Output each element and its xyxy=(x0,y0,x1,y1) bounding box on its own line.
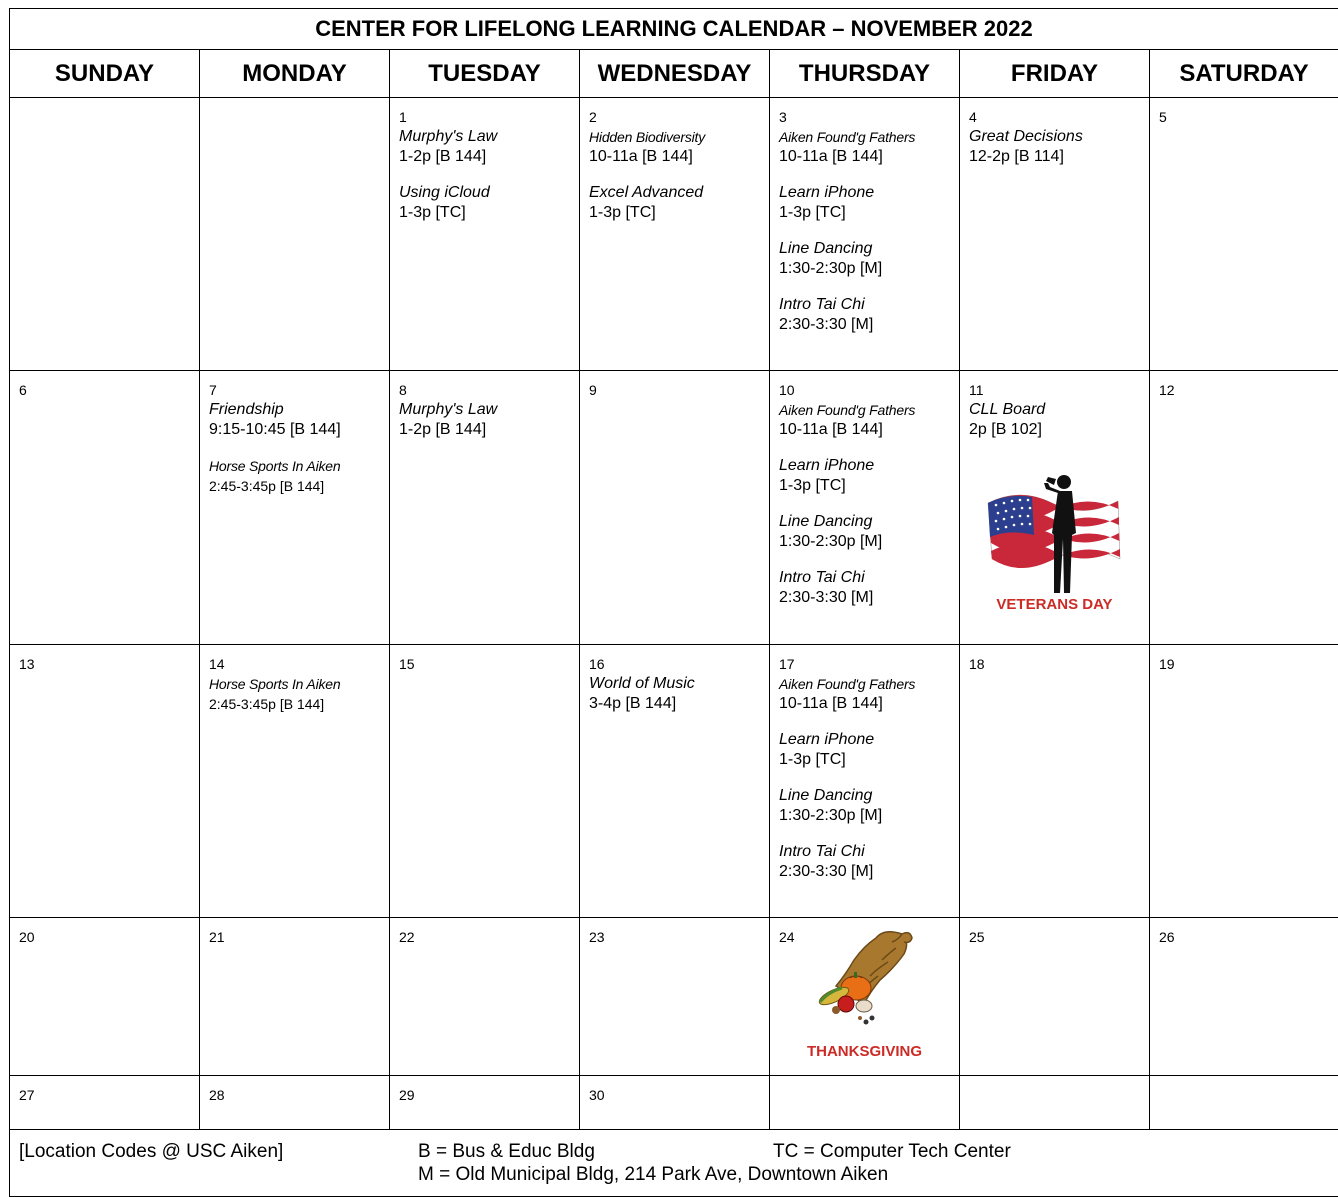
event-name: Using iCloud xyxy=(399,184,490,201)
event-time-location: 10-11a [B 144] xyxy=(589,148,693,165)
day-number: 11 xyxy=(969,382,984,398)
event-time-location: 10-11a [B 144] xyxy=(779,695,883,712)
calendar-event xyxy=(779,512,955,552)
calendar-event xyxy=(779,456,955,496)
day-cell xyxy=(1149,98,1338,371)
day-cell xyxy=(769,918,959,1076)
event-name: Murphy's Law xyxy=(399,128,498,145)
day-cell xyxy=(579,918,769,1076)
day-header-tuesday: TUESDAY xyxy=(389,50,579,98)
event-time-location: 1-3p [TC] xyxy=(779,204,846,221)
calendar-event xyxy=(399,400,575,440)
event-time-location: 1-2p [B 144] xyxy=(399,148,487,165)
event-name: Intro Tai Chi xyxy=(779,296,865,313)
event-name: Friendship xyxy=(209,401,284,418)
event-time-location: 2:30-3:30 [M] xyxy=(779,589,874,606)
event-name: Intro Tai Chi xyxy=(779,569,865,586)
calendar-event xyxy=(209,456,385,496)
event-time-location: 1-3p [TC] xyxy=(779,751,846,768)
day-number: 13 xyxy=(19,656,35,672)
calendar-event xyxy=(209,400,385,440)
day-cell xyxy=(579,98,769,371)
day-number: 22 xyxy=(399,929,415,945)
event-name: Intro Tai Chi xyxy=(779,843,865,860)
calendar-event xyxy=(399,183,575,223)
day-number: 16 xyxy=(589,656,605,672)
location-code-b: B = Bus & Educ Bldg xyxy=(418,1141,595,1162)
calendar-event xyxy=(779,674,955,714)
day-cell xyxy=(389,371,579,645)
event-time-location: 1-2p [B 144] xyxy=(399,421,487,438)
day-cell xyxy=(579,371,769,645)
location-codes-label: [Location Codes @ USC Aiken] xyxy=(19,1141,284,1162)
day-cell xyxy=(389,1076,579,1130)
day-number: 29 xyxy=(399,1087,415,1103)
event-time-location: 10-11a [B 144] xyxy=(779,421,883,438)
day-number: 8 xyxy=(399,382,407,398)
event-name: Aiken Found'g Fathers xyxy=(779,129,916,145)
event-name: Horse Sports In Aiken xyxy=(209,458,341,474)
calendar-event xyxy=(589,127,765,167)
veterans-day-label: VETERANS DAY xyxy=(996,596,1113,613)
day-number: 25 xyxy=(969,929,985,945)
day-cell xyxy=(199,98,389,371)
day-cell xyxy=(579,1076,769,1130)
event-time-location: 2:30-3:30 [M] xyxy=(779,316,874,333)
day-number: 24 xyxy=(779,929,795,945)
calendar-event xyxy=(779,400,955,440)
day-header-friday: FRIDAY xyxy=(959,50,1149,98)
event-time-location: 1:30-2:30p [M] xyxy=(779,533,883,550)
event-time-location: 1-3p [TC] xyxy=(589,204,656,221)
calendar-event xyxy=(779,786,955,826)
day-number: 28 xyxy=(209,1087,225,1103)
day-cell xyxy=(769,1076,959,1130)
day-number: 20 xyxy=(19,929,35,945)
event-name: Hidden Biodiversity xyxy=(589,129,706,145)
event-name: Aiken Found'g Fathers xyxy=(779,676,916,692)
day-cell xyxy=(9,1076,199,1130)
event-name: Learn iPhone xyxy=(779,184,875,201)
day-number: 18 xyxy=(969,656,985,672)
event-name: World of Music xyxy=(589,675,695,692)
event-time-location: 3-4p [B 144] xyxy=(589,695,677,712)
day-header-sunday: SUNDAY xyxy=(9,50,199,98)
event-time-location: 2:45-3:45p [B 144] xyxy=(209,478,325,494)
day-cell xyxy=(9,98,199,371)
calendar-event xyxy=(779,842,955,882)
day-number: 14 xyxy=(209,656,225,672)
calendar-event xyxy=(779,295,955,335)
event-time-location: 9:15-10:45 [B 144] xyxy=(209,421,341,438)
event-time-location: 10-11a [B 144] xyxy=(779,148,883,165)
thanksgiving-label: THANKSGIVING xyxy=(806,1043,922,1060)
day-cell xyxy=(1149,371,1338,645)
location-code-m: M = Old Municipal Bldg, 214 Park Ave, Downtown Aiken xyxy=(418,1164,889,1185)
day-number: 30 xyxy=(589,1087,605,1103)
day-number: 17 xyxy=(779,656,795,672)
day-number: 21 xyxy=(209,929,225,945)
day-cell xyxy=(389,645,579,918)
day-number: 26 xyxy=(1159,929,1175,945)
day-number: 5 xyxy=(1159,109,1167,125)
day-cell xyxy=(1149,1076,1338,1130)
calendar-event xyxy=(779,568,955,608)
calendar-event xyxy=(779,730,955,770)
event-name: Line Dancing xyxy=(779,513,873,530)
day-number: 2 xyxy=(589,109,597,125)
day-header-saturday: SATURDAY xyxy=(1149,50,1338,98)
day-number: 10 xyxy=(779,382,795,398)
event-name: Learn iPhone xyxy=(779,731,875,748)
day-cell xyxy=(959,645,1149,918)
event-time-location: 1-3p [TC] xyxy=(779,477,846,494)
day-number: 15 xyxy=(399,656,415,672)
event-name: Excel Advanced xyxy=(589,184,704,201)
day-cell xyxy=(389,98,579,371)
day-cell xyxy=(769,98,959,371)
day-cell xyxy=(769,645,959,918)
event-time-location: 12-2p [B 114] xyxy=(969,148,1064,165)
event-time-location: 1-3p [TC] xyxy=(399,204,466,221)
calendar-event xyxy=(589,183,765,223)
day-cell xyxy=(9,371,199,645)
day-number: 9 xyxy=(589,382,597,398)
event-name: CLL Board xyxy=(969,401,1046,418)
day-number: 27 xyxy=(19,1087,35,1103)
day-cell xyxy=(959,98,1149,371)
day-header-monday: MONDAY xyxy=(199,50,389,98)
event-time-location: 2p [B 102] xyxy=(969,421,1042,438)
calendar-event xyxy=(779,239,955,279)
event-time-location: 1:30-2:30p [M] xyxy=(779,807,883,824)
day-cell xyxy=(389,918,579,1076)
day-cell xyxy=(1149,918,1338,1076)
day-cell xyxy=(9,645,199,918)
day-number: 6 xyxy=(19,382,27,398)
saluting-soldier-flag-icon xyxy=(986,473,1122,593)
day-number: 7 xyxy=(209,382,217,398)
day-cell xyxy=(769,371,959,645)
event-name: Line Dancing xyxy=(779,787,873,804)
cornucopia-icon xyxy=(806,926,916,1036)
location-code-tc: TC = Computer Tech Center xyxy=(773,1141,1011,1162)
day-cell xyxy=(199,918,389,1076)
day-number: 1 xyxy=(399,109,407,125)
day-number: 12 xyxy=(1159,382,1175,398)
event-name: Learn iPhone xyxy=(779,457,875,474)
day-cell xyxy=(199,1076,389,1130)
location-codes-footer xyxy=(9,1130,1338,1197)
event-name: Great Decisions xyxy=(969,128,1083,145)
day-cell xyxy=(199,371,389,645)
event-name: Murphy's Law xyxy=(399,401,498,418)
day-header-wednesday: WEDNESDAY xyxy=(579,50,769,98)
calendar-event xyxy=(969,400,1145,440)
calendar-title: CENTER FOR LIFELONG LEARNING CALENDAR – NOVEMBER 2022 xyxy=(9,8,1338,50)
day-number: 3 xyxy=(779,109,787,125)
event-time-location: 2:45-3:45p [B 144] xyxy=(209,696,325,712)
day-number: 23 xyxy=(589,929,605,945)
calendar-event xyxy=(399,127,575,167)
calendar-event xyxy=(779,127,955,167)
event-name: Horse Sports In Aiken xyxy=(209,676,341,692)
day-cell xyxy=(1149,645,1338,918)
event-time-location: 2:30-3:30 [M] xyxy=(779,863,874,880)
day-cell xyxy=(959,1076,1149,1130)
day-cell xyxy=(9,918,199,1076)
calendar-event xyxy=(589,674,765,714)
event-name: Line Dancing xyxy=(779,240,873,257)
day-cell xyxy=(199,645,389,918)
day-cell xyxy=(579,645,769,918)
day-cell xyxy=(959,918,1149,1076)
day-cell xyxy=(959,371,1149,645)
day-number: 4 xyxy=(969,109,977,125)
event-name: Aiken Found'g Fathers xyxy=(779,402,916,418)
calendar-event xyxy=(969,127,1145,167)
calendar-event xyxy=(779,183,955,223)
event-time-location: 1:30-2:30p [M] xyxy=(779,260,883,277)
day-number: 19 xyxy=(1159,656,1175,672)
calendar-event xyxy=(209,674,385,714)
day-header-thursday: THURSDAY xyxy=(769,50,959,98)
